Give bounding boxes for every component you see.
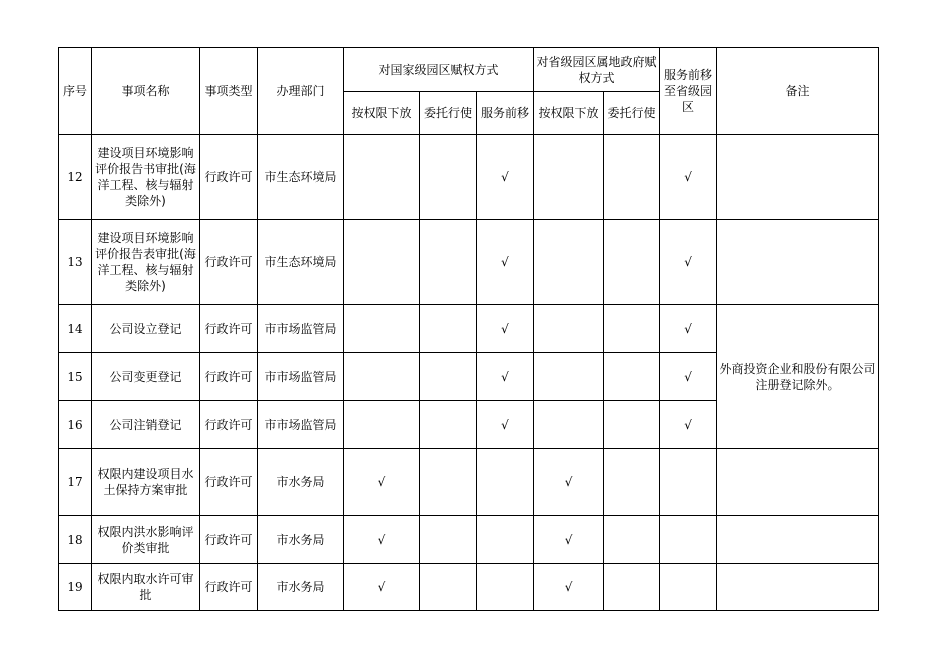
cell-remarks bbox=[717, 220, 879, 305]
header-item-name: 事项名称 bbox=[92, 48, 200, 135]
row-seq: 17 bbox=[59, 449, 92, 516]
row-department: 市生态环境局 bbox=[258, 220, 344, 305]
check-mark: √ bbox=[660, 220, 717, 305]
check-mark: √ bbox=[477, 401, 534, 449]
row-item-type: 行政许可 bbox=[200, 449, 258, 516]
row-seq: 12 bbox=[59, 135, 92, 220]
row-department: 市市场监管局 bbox=[258, 353, 344, 401]
check-mark: √ bbox=[344, 449, 420, 516]
row-department: 市水务局 bbox=[258, 516, 344, 564]
row-item-name: 权限内建设项目水土保持方案审批 bbox=[92, 449, 200, 516]
row-department: 市市场监管局 bbox=[258, 305, 344, 353]
cell-national-entrust bbox=[420, 220, 477, 305]
cell-provincial-delegate bbox=[534, 353, 604, 401]
check-mark: √ bbox=[660, 305, 717, 353]
cell-national-entrust bbox=[420, 305, 477, 353]
header-seq: 序号 bbox=[59, 48, 92, 135]
check-mark: √ bbox=[344, 516, 420, 564]
row-item-type: 行政许可 bbox=[200, 353, 258, 401]
cell-national-entrust bbox=[420, 449, 477, 516]
header-national-service: 服务前移 bbox=[477, 92, 534, 135]
header-row-1 bbox=[59, 48, 879, 92]
check-mark: √ bbox=[477, 135, 534, 220]
cell-national-entrust bbox=[420, 401, 477, 449]
header-national-delegate: 按权限下放 bbox=[344, 92, 420, 135]
cell-remarks bbox=[717, 516, 879, 564]
header-service-move: 服务前移至省级园区 bbox=[660, 48, 717, 135]
cell-national-service bbox=[477, 449, 534, 516]
cell-national-service bbox=[477, 564, 534, 611]
check-mark: √ bbox=[477, 353, 534, 401]
row-item-type: 行政许可 bbox=[200, 564, 258, 611]
header-item-type: 事项类型 bbox=[200, 48, 258, 135]
header-provincial-delegate: 按权限下放 bbox=[534, 92, 604, 135]
row-seq: 13 bbox=[59, 220, 92, 305]
check-mark: √ bbox=[660, 401, 717, 449]
cell-remarks bbox=[717, 564, 879, 611]
cell-provincial-entrust bbox=[604, 449, 660, 516]
cell-national-entrust bbox=[420, 516, 477, 564]
row-item-name: 公司注销登记 bbox=[92, 401, 200, 449]
cell-provincial-entrust bbox=[604, 220, 660, 305]
cell-national-delegate bbox=[344, 401, 420, 449]
row-department: 市生态环境局 bbox=[258, 135, 344, 220]
check-mark: √ bbox=[534, 516, 604, 564]
cell-national-entrust bbox=[420, 135, 477, 220]
table-row bbox=[59, 220, 879, 305]
table-row bbox=[59, 564, 879, 611]
header-national-entrust: 委托行使 bbox=[420, 92, 477, 135]
row-item-type: 行政许可 bbox=[200, 305, 258, 353]
cell-service-move bbox=[660, 516, 717, 564]
row-item-name: 公司设立登记 bbox=[92, 305, 200, 353]
check-mark: √ bbox=[660, 353, 717, 401]
row-item-type: 行政许可 bbox=[200, 220, 258, 305]
row-item-name: 公司变更登记 bbox=[92, 353, 200, 401]
cell-provincial-entrust bbox=[604, 516, 660, 564]
table-row bbox=[59, 135, 879, 220]
check-mark: √ bbox=[534, 449, 604, 516]
cell-provincial-delegate bbox=[534, 220, 604, 305]
header-provincial-group: 对省级园区属地政府赋权方式 bbox=[534, 48, 660, 92]
row-item-type: 行政许可 bbox=[200, 401, 258, 449]
row-department: 市水务局 bbox=[258, 449, 344, 516]
header-department: 办理部门 bbox=[258, 48, 344, 135]
table-row bbox=[59, 449, 879, 516]
row-item-name: 建设项目环境影响评价报告表审批(海洋工程、核与辐射类除外) bbox=[92, 220, 200, 305]
cell-national-delegate bbox=[344, 305, 420, 353]
header-remarks: 备注 bbox=[717, 48, 879, 135]
cell-provincial-delegate bbox=[534, 305, 604, 353]
remark-market-note: 外商投资企业和股份有限公司注册登记除外。 bbox=[717, 305, 879, 449]
check-mark: √ bbox=[477, 220, 534, 305]
row-department: 市水务局 bbox=[258, 564, 344, 611]
row-item-name: 建设项目环境影响评价报告书审批(海洋工程、核与辐射类除外) bbox=[92, 135, 200, 220]
cell-provincial-entrust bbox=[604, 305, 660, 353]
cell-national-service bbox=[477, 516, 534, 564]
cell-national-delegate bbox=[344, 353, 420, 401]
cell-remarks bbox=[717, 135, 879, 220]
check-mark: √ bbox=[477, 305, 534, 353]
header-provincial-entrust: 委托行使 bbox=[604, 92, 660, 135]
cell-national-delegate bbox=[344, 135, 420, 220]
check-mark: √ bbox=[534, 564, 604, 611]
authorization-table bbox=[58, 47, 879, 611]
cell-national-delegate bbox=[344, 220, 420, 305]
check-mark: √ bbox=[660, 135, 717, 220]
cell-service-move bbox=[660, 449, 717, 516]
row-seq: 19 bbox=[59, 564, 92, 611]
row-item-type: 行政许可 bbox=[200, 516, 258, 564]
cell-provincial-delegate bbox=[534, 401, 604, 449]
cell-provincial-entrust bbox=[604, 401, 660, 449]
header-national-group: 对国家级园区赋权方式 bbox=[344, 48, 534, 92]
row-department: 市市场监管局 bbox=[258, 401, 344, 449]
cell-provincial-entrust bbox=[604, 564, 660, 611]
cell-provincial-entrust bbox=[604, 135, 660, 220]
row-seq: 14 bbox=[59, 305, 92, 353]
row-item-name: 权限内洪水影响评价类审批 bbox=[92, 516, 200, 564]
cell-remarks bbox=[717, 449, 879, 516]
row-seq: 18 bbox=[59, 516, 92, 564]
row-seq: 16 bbox=[59, 401, 92, 449]
cell-provincial-entrust bbox=[604, 353, 660, 401]
row-item-name: 权限内取水许可审批 bbox=[92, 564, 200, 611]
cell-national-entrust bbox=[420, 564, 477, 611]
cell-provincial-delegate bbox=[534, 135, 604, 220]
check-mark: √ bbox=[344, 564, 420, 611]
row-item-type: 行政许可 bbox=[200, 135, 258, 220]
table-row bbox=[59, 305, 879, 353]
cell-national-entrust bbox=[420, 353, 477, 401]
table-row bbox=[59, 516, 879, 564]
cell-service-move bbox=[660, 564, 717, 611]
row-seq: 15 bbox=[59, 353, 92, 401]
